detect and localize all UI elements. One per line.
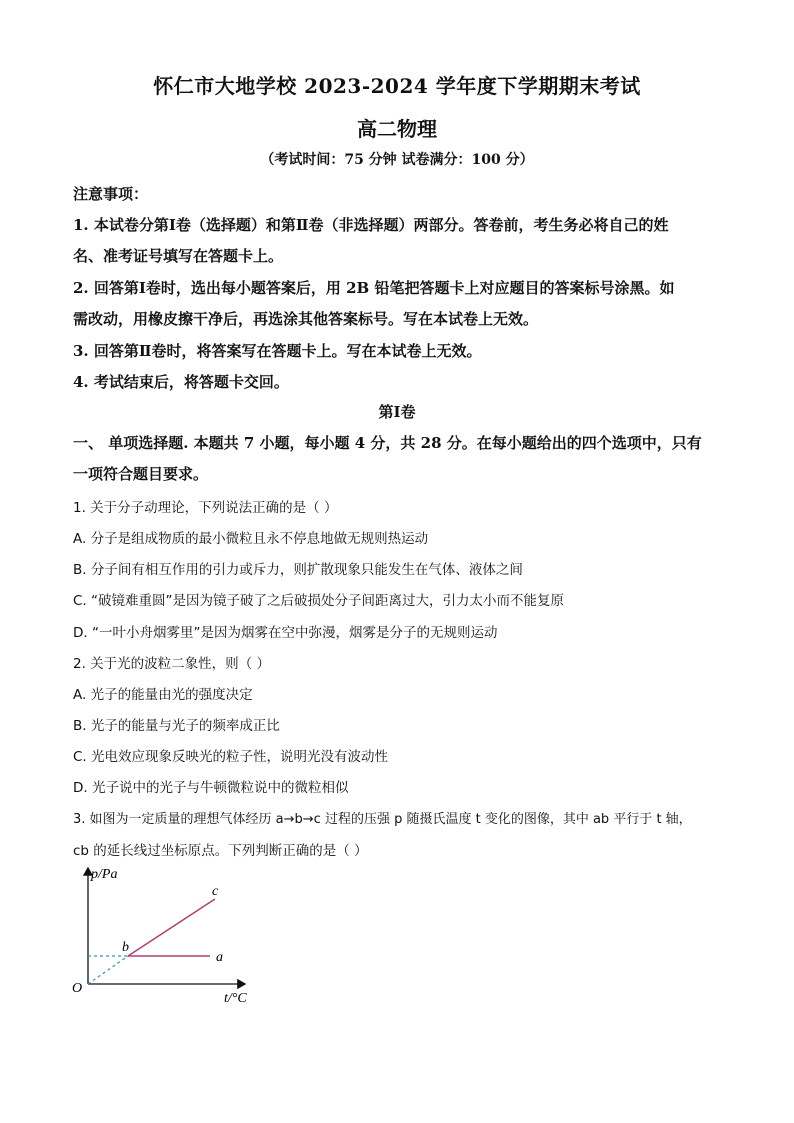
q2-option-a: A. 光子的能量由光的强度决定 (73, 687, 253, 703)
q2-option-c: C. 光电效应现象反映光的粒子性，说明光没有波动性 (73, 749, 389, 765)
exam-subject: 高二物理 (357, 117, 437, 141)
y-axis-label: p/Pa (91, 867, 118, 882)
extension-dashed-line (88, 956, 128, 984)
point-c-label: c (212, 884, 219, 899)
notes-line-4: 需改动，用橡皮擦干净后，再选涂其他答案标号。写在本试卷上无效。 (73, 310, 539, 328)
q2-option-d: D. 光子说中的光子与牛顿微粒说中的微粒相似 (73, 780, 349, 796)
notes-line-5: 3. 回答第Ⅱ卷时，将答案写在答题卡上。写在本试卷上无效。 (73, 342, 482, 360)
line-bc (128, 899, 215, 956)
exam-title: 怀仁市大地学校 2023-2024 学年度下学期期末考试 (153, 74, 641, 98)
q1-stem: 1. 关于分子动理论，下列说法正确的是（ ） (73, 500, 338, 516)
q3-stem-line-2: cb 的延长线过坐标原点。下列判断正确的是（ ） (73, 843, 368, 859)
q1-option-b: B. 分子间有相互作用的引力或斥力，则扩散现象只能发生在气体、液体之间 (73, 562, 523, 578)
point-b-label: b (122, 940, 129, 955)
point-a-label: a (216, 950, 223, 965)
q1-option-a: A. 分子是组成物质的最小微粒且永不停息地做无规则热运动 (73, 531, 429, 547)
notes-heading: 注意事项： (73, 185, 149, 203)
q2-stem: 2. 关于光的波粒二象性，则（ ） (73, 656, 270, 672)
section-line-2: 一项符合题目要求。 (73, 465, 209, 483)
p-t-graph (60, 862, 260, 1007)
exam-info: （考试时间：75 分钟 试卷满分：100 分） (260, 152, 534, 168)
x-axis-label: t/°C (224, 991, 247, 1006)
notes-line-6: 4. 考试结束后，将答题卡交回。 (73, 373, 289, 391)
notes-line-1: 1. 本试卷分第Ⅰ卷（选择题）和第Ⅱ卷（非选择题）两部分。答卷前，考生务必将自己的姓 (73, 216, 669, 234)
notes-line-3: 2. 回答第Ⅰ卷时，选出每小题答案后，用 2B 铅笔把答题卡上对应题目的答案标号涂黑。如 (73, 279, 675, 297)
q1-option-d: D. “一叶小舟烟雾里”是因为烟雾在空中弥漫，烟雾是分子的无规则运动 (73, 625, 498, 641)
q2-option-b: B. 光子的能量与光子的频率成正比 (73, 718, 280, 734)
part1-heading: 第Ⅰ卷 (378, 403, 416, 421)
origin-label: O (72, 981, 83, 996)
notes-line-2: 名、准考证号填写在答题卡上。 (73, 247, 284, 265)
section-line-1: 一、 单项选择题. 本题共 7 小题，每小题 4 分，共 28 分。在每小题给出的四个选项中，只有 (73, 434, 702, 452)
q3-stem-line-1: 3. 如图为一定质量的理想气体经历 a→b→c 过程的压强 p 随摄氏温度 t 变化的图像，其中 ab 平行于 t 轴， (73, 812, 692, 827)
q1-option-c: C. “破镜难重圆”是因为镜子破了之后破损处分子间距离过大，引力太小而不能复原 (73, 593, 564, 609)
